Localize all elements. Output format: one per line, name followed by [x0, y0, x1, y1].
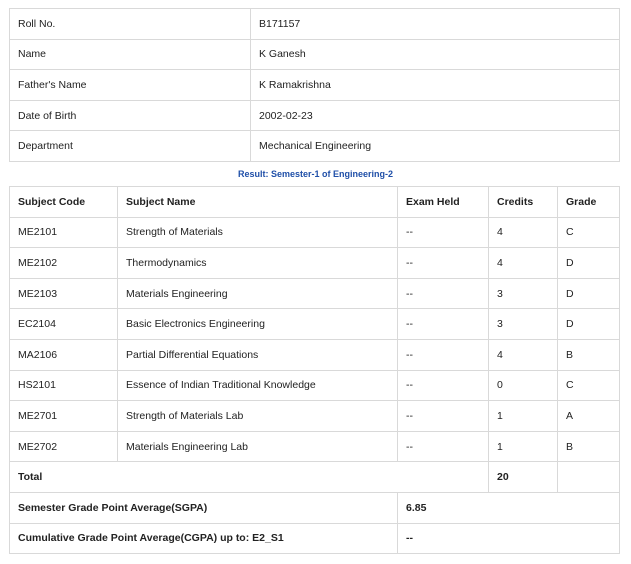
- subject-row: [10, 431, 620, 462]
- credits-cell: 0: [489, 370, 558, 401]
- grade-cell: C: [558, 217, 620, 248]
- credits-cell: 4: [489, 248, 558, 279]
- grade-cell: D: [558, 278, 620, 309]
- subject-row: [10, 370, 620, 401]
- total-label: Total: [10, 462, 489, 493]
- exam-held-cell: --: [398, 248, 489, 279]
- grade-cell: A: [558, 401, 620, 432]
- info-label: Date of Birth: [10, 100, 251, 131]
- exam-held-cell: --: [398, 401, 489, 432]
- subject-code-cell: MA2106: [10, 339, 118, 370]
- exam-held-cell: --: [398, 370, 489, 401]
- student-info-table: [9, 8, 620, 162]
- info-row-department: [10, 131, 620, 162]
- column-header-subject-code: Subject Code: [10, 187, 118, 218]
- dob-value: 2002-02-23: [251, 100, 620, 131]
- subject-code-cell: ME2103: [10, 278, 118, 309]
- exam-held-cell: --: [398, 339, 489, 370]
- grade-cell: D: [558, 309, 620, 340]
- column-header-exam-held: Exam Held: [398, 187, 489, 218]
- name-value: K Ganesh: [251, 39, 620, 70]
- total-grade-empty: [558, 462, 620, 493]
- credits-cell: 4: [489, 339, 558, 370]
- subject-name-cell: Materials Engineering: [118, 278, 398, 309]
- subject-row: [10, 401, 620, 432]
- subject-rows: [10, 217, 620, 462]
- info-row-roll-no: [10, 9, 620, 40]
- exam-held-cell: --: [398, 431, 489, 462]
- subject-row: [10, 217, 620, 248]
- grade-cell: B: [558, 339, 620, 370]
- info-label: Father's Name: [10, 70, 251, 101]
- cgpa-label: Cumulative Grade Point Average(CGPA) up to: E2_S1: [10, 523, 398, 554]
- subject-row: [10, 309, 620, 340]
- result-caption: Result: Semester-1 of Engineering-2: [237, 169, 394, 179]
- grades-table: [9, 186, 620, 554]
- sgpa-value: 6.85: [398, 492, 620, 523]
- subject-code-cell: EC2104: [10, 309, 118, 340]
- roll-no-value: B171157: [251, 9, 620, 40]
- subject-code-cell: ME2701: [10, 401, 118, 432]
- subject-code-cell: ME2101: [10, 217, 118, 248]
- subject-name-cell: Strength of Materials: [118, 217, 398, 248]
- total-credits: 20: [489, 462, 558, 493]
- info-label: Department: [10, 131, 251, 162]
- column-header-subject-name: Subject Name: [118, 187, 398, 218]
- subject-code-cell: ME2702: [10, 431, 118, 462]
- subject-row: [10, 248, 620, 279]
- column-header-credits: Credits: [489, 187, 558, 218]
- info-label: Roll No.: [10, 9, 251, 40]
- cgpa-row: [10, 523, 620, 554]
- grades-header-row: [10, 187, 620, 218]
- subject-name-cell: Thermodynamics: [118, 248, 398, 279]
- info-row-name: [10, 39, 620, 70]
- subject-code-cell: HS2101: [10, 370, 118, 401]
- grade-cell: D: [558, 248, 620, 279]
- grade-cell: B: [558, 431, 620, 462]
- credits-cell: 1: [489, 401, 558, 432]
- credits-cell: 1: [489, 431, 558, 462]
- total-row: [10, 462, 620, 493]
- subject-name-cell: Basic Electronics Engineering: [118, 309, 398, 340]
- cgpa-value: --: [398, 523, 620, 554]
- subject-name-cell: Essence of Indian Traditional Knowledge: [118, 370, 398, 401]
- info-row-dob: [10, 100, 620, 131]
- father-name-value: K Ramakrishna: [251, 70, 620, 101]
- sgpa-label: Semester Grade Point Average(SGPA): [10, 492, 398, 523]
- info-label: Name: [10, 39, 251, 70]
- subject-row: [10, 278, 620, 309]
- exam-held-cell: --: [398, 278, 489, 309]
- exam-held-cell: --: [398, 217, 489, 248]
- credits-cell: 4: [489, 217, 558, 248]
- exam-held-cell: --: [398, 309, 489, 340]
- info-row-father-name: [10, 70, 620, 101]
- column-header-grade: Grade: [558, 187, 620, 218]
- credits-cell: 3: [489, 278, 558, 309]
- subject-name-cell: Materials Engineering Lab: [118, 431, 398, 462]
- sgpa-row: [10, 492, 620, 523]
- credits-cell: 3: [489, 309, 558, 340]
- subject-name-cell: Partial Differential Equations: [118, 339, 398, 370]
- grade-cell: C: [558, 370, 620, 401]
- subject-code-cell: ME2102: [10, 248, 118, 279]
- subject-row: [10, 339, 620, 370]
- department-value: Mechanical Engineering: [251, 131, 620, 162]
- subject-name-cell: Strength of Materials Lab: [118, 401, 398, 432]
